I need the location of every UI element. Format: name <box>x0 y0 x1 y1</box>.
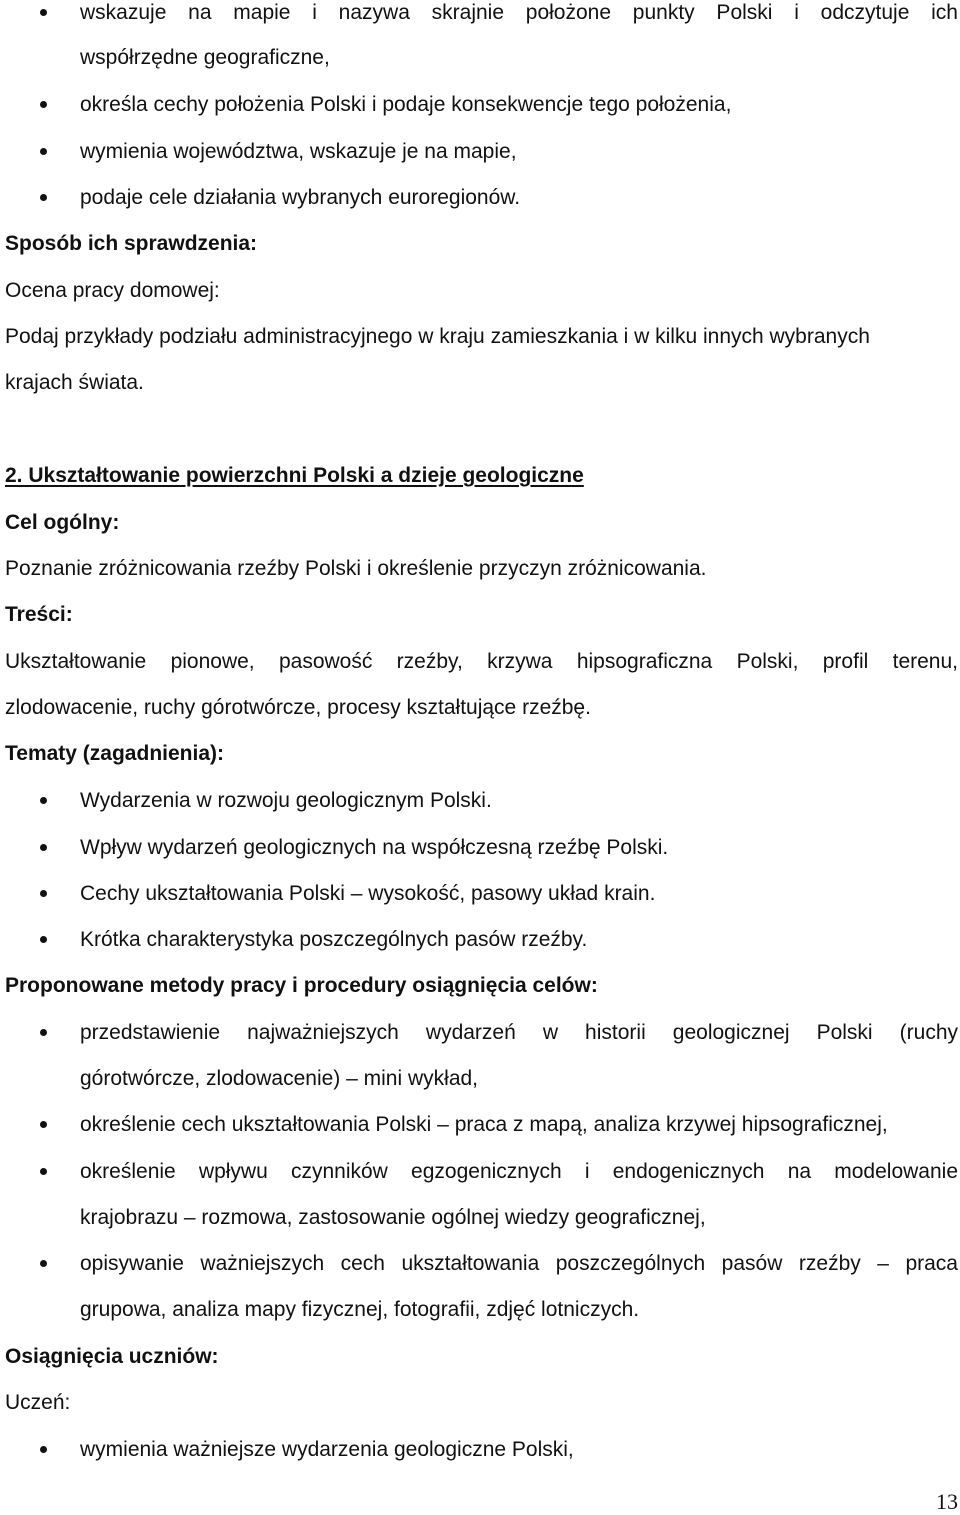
method-item-continuation: krajobrazu – rozmowa, zastosowanie ogólnej wiedzy geograficznej, <box>80 1206 706 1229</box>
bullet-dot <box>40 194 47 201</box>
homework-text-continuation: krajach świata. <box>5 371 144 394</box>
topic-item: Krótka charakterystyka poszczególnych pasów rzeźby. <box>80 928 588 951</box>
bullet-dot <box>40 1446 47 1453</box>
goal-text: Poznanie zróżnicowania rzeźby Polski i określenie przyczyn zróżnicowania. <box>5 557 707 580</box>
student-label: Uczeń: <box>5 1391 71 1414</box>
topic-item: Cechy ukształtowania Polski – wysokość, pasowy układ krain. <box>80 882 656 905</box>
bullet-dot <box>40 1029 47 1036</box>
section-title: 2. Ukształtowanie powierzchni Polski a dzieje geologiczne <box>5 464 584 487</box>
method-item: określenie wpływu czynników egzogenicznych i endogenicznych na modelowanie <box>80 1160 958 1183</box>
bullet-dot <box>40 797 47 804</box>
bullet-dot <box>40 1168 47 1175</box>
content-heading: Treści: <box>5 603 73 626</box>
homework-label: Ocena pracy domowej: <box>5 279 220 302</box>
method-item: określenie cech ukształtowania Polski – praca z mapą, analiza krzywej hipsograficznej, <box>80 1113 888 1136</box>
bullet-dot <box>40 101 47 108</box>
topic-item: Wydarzenia w rozwoju geologicznym Polski. <box>80 789 492 812</box>
method-item: opisywanie ważniejszych cech ukształtowania poszczególnych pasów rzeźby – praca <box>80 1252 958 1275</box>
methods-heading: Proponowane metody pracy i procedury osiągnięcia celów: <box>5 974 598 997</box>
bullet-dot <box>40 1121 47 1128</box>
achievement-item: wymienia ważniejsze wydarzenia geologiczne Polski, <box>80 1438 574 1461</box>
check-heading: Sposób ich sprawdzenia: <box>5 232 258 255</box>
bullet-dot <box>40 890 47 897</box>
bullet-dot <box>40 148 47 155</box>
bullet-dot <box>40 936 47 943</box>
bullet-dot <box>40 1260 47 1267</box>
method-item-continuation: grupowa, analiza mapy fizycznej, fotografii, zdjęć lotniczych. <box>80 1298 640 1321</box>
list-item: określa cechy położenia Polski i podaje konsekwencje tego położenia, <box>80 93 732 116</box>
achievements-heading: Osiągnięcia uczniów: <box>5 1345 219 1368</box>
list-item-continuation: współrzędne geograficzne, <box>80 46 330 69</box>
list-item: wymienia województwa, wskazuje je na mapie, <box>80 140 517 163</box>
method-item: przedstawienie najważniejszych wydarzeń w historii geologicznej Polski (ruchy <box>80 1021 958 1044</box>
method-item-continuation: górotwórcze, zlodowacenie) – mini wykład, <box>80 1067 479 1090</box>
homework-text: Podaj przykłady podziału administracyjnego w kraju zamieszkania i w kilku innych wybranych <box>5 325 870 348</box>
content-text: Ukształtowanie pionowe, pasowość rzeźby, krzywa hipsograficzna Polski, profil terenu, <box>5 650 958 673</box>
list-item: wskazuje na mapie i nazywa skrajnie położone punkty Polski i odczytuje ich <box>80 1 958 24</box>
goal-heading: Cel ogólny: <box>5 511 120 534</box>
bullet-dot <box>40 9 47 16</box>
bullet-dot <box>40 844 47 851</box>
page-number: 13 <box>936 1489 958 1514</box>
topic-item: Wpływ wydarzeń geologicznych na współczesną rzeźbę Polski. <box>80 836 669 859</box>
list-item: podaje cele działania wybranych euroregionów. <box>80 186 521 209</box>
content-text-continuation: zlodowacenie, ruchy górotwórcze, procesy kształtujące rzeźbę. <box>5 696 591 719</box>
topics-heading: Tematy (zagadnienia): <box>5 742 224 765</box>
